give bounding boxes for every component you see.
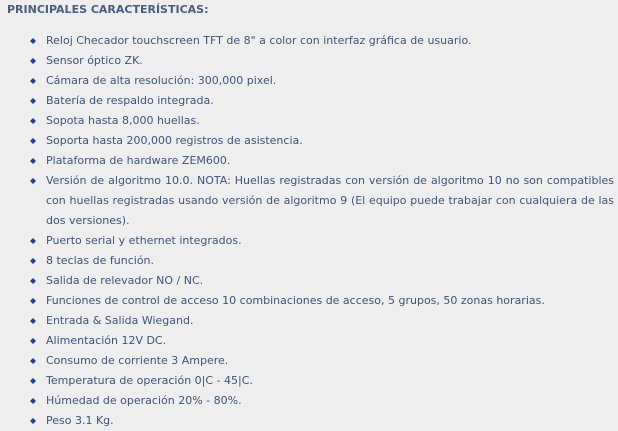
diamond-bullet-icon: [30, 378, 36, 384]
list-item: [0, 51, 618, 71]
diamond-bullet-icon: [30, 78, 36, 84]
list-item: [0, 111, 618, 131]
list-item: [0, 311, 618, 331]
diamond-bullet-icon: [30, 258, 36, 264]
diamond-bullet-icon: [30, 338, 36, 344]
feature-text: Consumo de corriente 3 Ampere.: [46, 354, 229, 367]
diamond-bullet-icon: [30, 38, 36, 44]
list-item: [0, 131, 618, 151]
diamond-bullet-icon: [30, 138, 36, 144]
diamond-bullet-icon: [30, 58, 36, 64]
diamond-bullet-icon: [30, 118, 36, 124]
list-item: [0, 231, 618, 251]
feature-text: Plataforma de hardware ZEM600.: [46, 154, 231, 167]
feature-text: Funciones de control de acceso 10 combinaciones de acceso, 5 grupos, 50 zonas horarias.: [46, 294, 545, 307]
list-item: [0, 31, 618, 51]
diamond-bullet-icon: [30, 398, 36, 404]
feature-text: Soporta hasta 200,000 registros de asistencia.: [46, 134, 303, 147]
list-item: [0, 291, 618, 311]
feature-text: Versión de algoritmo 10.0. NOTA: Huellas registradas con versión de algoritmo 10 no son compatibles con huellas registradas usando versión de algoritmo 9 (El equipo puede trabajar con cualquiera de las dos versiones).: [46, 174, 614, 227]
diamond-bullet-icon: [30, 278, 36, 284]
list-item: [0, 411, 618, 431]
feature-text: Temperatura de operación 0|C - 45|C.: [46, 374, 253, 387]
diamond-bullet-icon: [30, 358, 36, 364]
feature-text: Batería de respaldo integrada.: [46, 94, 214, 107]
list-item: [0, 271, 618, 291]
feature-text: Sensor óptico ZK.: [46, 54, 143, 67]
feature-text: Entrada & Salida Wiegand.: [46, 314, 194, 327]
list-item: [0, 171, 618, 231]
list-item: [0, 331, 618, 351]
feature-text: Cámara de alta resolución: 300,000 pixel.: [46, 74, 277, 87]
list-item: [0, 371, 618, 391]
diamond-bullet-icon: [30, 158, 36, 164]
diamond-bullet-icon: [30, 178, 36, 184]
list-item: [0, 151, 618, 171]
diamond-bullet-icon: [30, 98, 36, 104]
feature-text: Alimentación 12V DC.: [46, 334, 167, 347]
feature-text: 8 teclas de función.: [46, 254, 155, 267]
list-item: [0, 71, 618, 91]
feature-text: Húmedad de operación 20% - 80%.: [46, 394, 242, 407]
list-item: [0, 251, 618, 271]
feature-text: Peso 3.1 Kg.: [46, 414, 114, 427]
feature-text: Puerto serial y ethernet integrados.: [46, 234, 242, 247]
list-item: [0, 351, 618, 371]
feature-list: [0, 31, 618, 431]
feature-text: Sopota hasta 8,000 huellas.: [46, 114, 200, 127]
list-item: [0, 391, 618, 411]
diamond-bullet-icon: [30, 238, 36, 244]
list-item: [0, 91, 618, 111]
diamond-bullet-icon: [30, 318, 36, 324]
feature-text: Salida de relevador NO / NC.: [46, 274, 204, 287]
diamond-bullet-icon: [30, 298, 36, 304]
section-heading: PRINCIPALES CARACTERÍSTICAS:: [7, 3, 209, 16]
feature-text: Reloj Checador touchscreen TFT de 8" a color con interfaz gráfica de usuario.: [46, 34, 472, 47]
diamond-bullet-icon: [30, 418, 36, 424]
